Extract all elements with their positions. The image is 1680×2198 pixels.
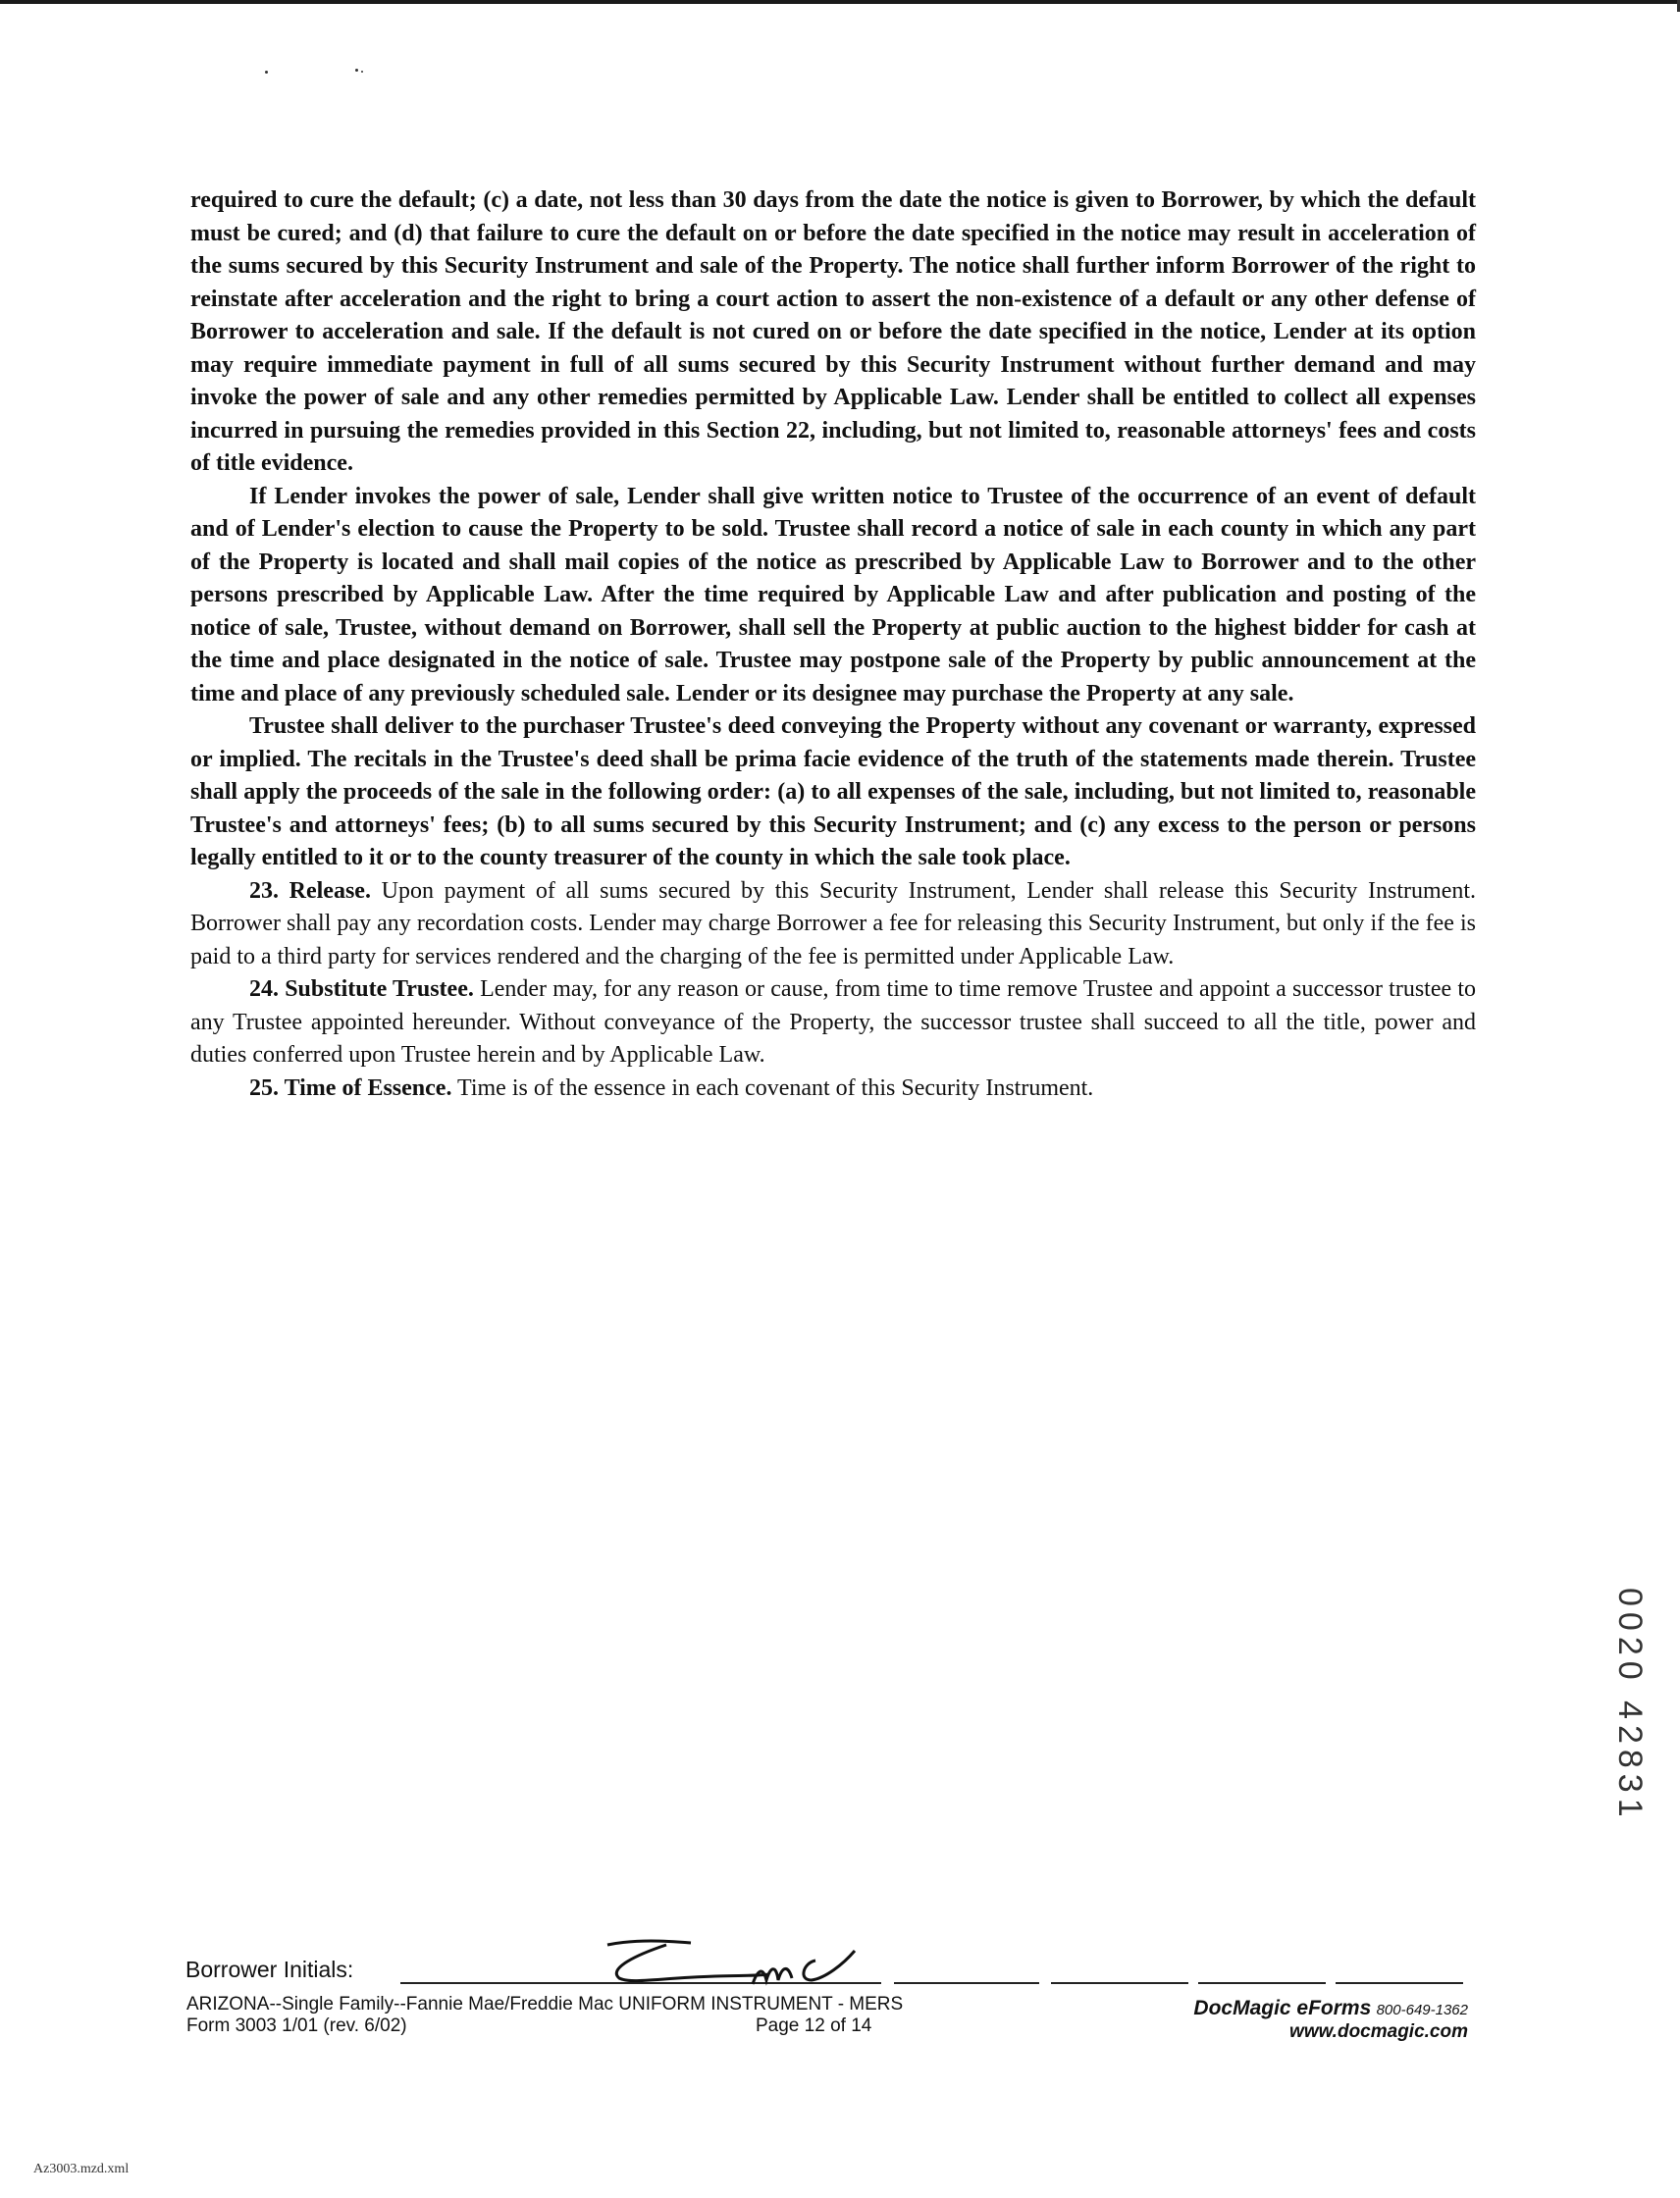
section-heading: 23. Release. — [249, 877, 371, 904]
scan-speck — [361, 71, 363, 73]
section-text: Time is of the essence in each covenant of this Security Instrument. — [457, 1074, 1094, 1101]
initials-line — [1336, 1982, 1463, 1984]
page-number: Page 12 of 14 — [756, 2015, 872, 2036]
paragraph-trustee-deed: Trustee shall deliver to the purchaser Trustee's deed conveying the Property without any covenant or warranty, expressed or implied. The recitals in the Trustee's deed shall be prima facie evidence of the truth of the statements made therein. Trustee shall apply the proceeds of the sale in the following order: (a) to all expenses of the sale, including, but not limited to, reasonable Trustee's and attorneys' fees; (b) to all sums secured by this Security Instrument; and (c) any excess to the person or persons legally entitled to it or to the county treasurer of the county in which the sale took place. — [190, 713, 1476, 870]
form-title: ARIZONA--Single Family--Fannie Mae/Freddie Mac UNIFORM INSTRUMENT - MERS — [186, 1994, 904, 2015]
section-23-release — [190, 875, 1476, 974]
document-body — [190, 184, 1476, 1105]
borrower-initials-label: Borrower Initials: — [185, 1957, 354, 1982]
source-file-reference: Az3003.mzd.xml — [33, 2162, 130, 2176]
initials-line — [1051, 1982, 1188, 1984]
scan-edge — [0, 0, 1680, 4]
paragraph-power-of-sale: If Lender invokes the power of sale, Lender shall give written notice to Trustee of the occurrence of an event of default and of Lender's election to cause the Property to be sold. Trustee shall record a notice of sale in each county in which any part of the Property is located and shall mail copies of the notice as prescribed by Applicable Law to Borrower and to the other persons prescribed by Applicable Law. After the time required by Applicable Law and after publication and posting of the notice of sale, Trustee, without demand on Borrower, shall sell the Property at public auction to the highest bidder for cash at the time and place designated in the notice of sale. Trustee may postpone sale of the Property by public announcement at the time and place of any previously scheduled sale. Lender or its designee may purchase the Property at any sale. — [190, 483, 1476, 706]
docmagic-website: www.docmagic.com — [1289, 2021, 1468, 2042]
section-heading: 25. Time of Essence. — [249, 1074, 452, 1101]
initials-line — [1198, 1982, 1326, 1984]
docmagic-logo-text: DocMagic eForms — [1193, 1997, 1372, 2019]
form-number: Form 3003 1/01 (rev. 6/02) — [186, 2015, 407, 2036]
scan-speck — [265, 71, 268, 74]
handwritten-initials-signature — [598, 1935, 882, 1990]
docmagic-phone: 800-649-1362 — [1376, 2002, 1468, 2018]
docmagic-branding — [1193, 1998, 1468, 2043]
side-document-number — [1611, 1588, 1651, 1843]
section-text: Upon payment of all sums secured by this Security Instrument, Lender shall release this Security Instrument. Borrower shall pay any recordation costs. Lender may charge Borrower a fee for releasing this Security Instrument, but only if the fee is paid to a third party for services rendered and the charging of the fee is permitted under Applicable Law. — [190, 877, 1477, 969]
scan-speck — [355, 69, 358, 72]
side-code-text: 0020 42831 — [1611, 1588, 1649, 1823]
initials-line — [894, 1982, 1039, 1984]
section-text: Lender may, for any reason or cause, from time to time remove Trustee and appoint a successor trustee to any Trustee appointed hereunder. Without conveyance of the Property, the successor trustee shall succeed to all the title, power and duties conferred upon Trustee herein and by Applicable Law. — [190, 976, 1477, 1068]
section-24-substitute-trustee — [190, 973, 1476, 1073]
borrower-initials-block — [185, 1935, 1304, 1990]
section-heading: 24. Substitute Trustee. — [249, 976, 474, 1002]
section-25-time-of-essence — [190, 1073, 1476, 1106]
paragraph-section-22-notice: required to cure the default; (c) a date, not less than 30 days from the date the notice is given to Borrower, by which the default must be cured; and (d) that failure to cure the default on or before the date specified in the notice may result in acceleration of the sums secured by this Security Instrument and sale of the Property. The notice shall further inform Borrower of the right to reinstate after acceleration and the right to bring a court action to assert the non-existence of a default or any other defense of Borrower to acceleration and sale. If the default is not cured on or before the date specified in the notice, Lender at its option may require immediate payment in full of all sums secured by this Security Instrument without further demand and may invoke the power of sale and any other remedies permitted by Applicable Law. Lender shall be entitled to collect all expenses incurred in pursuing the remedies provided in this Section 22, including, but not limited to, reasonable attorneys' fees and costs of title evidence. — [190, 187, 1476, 476]
